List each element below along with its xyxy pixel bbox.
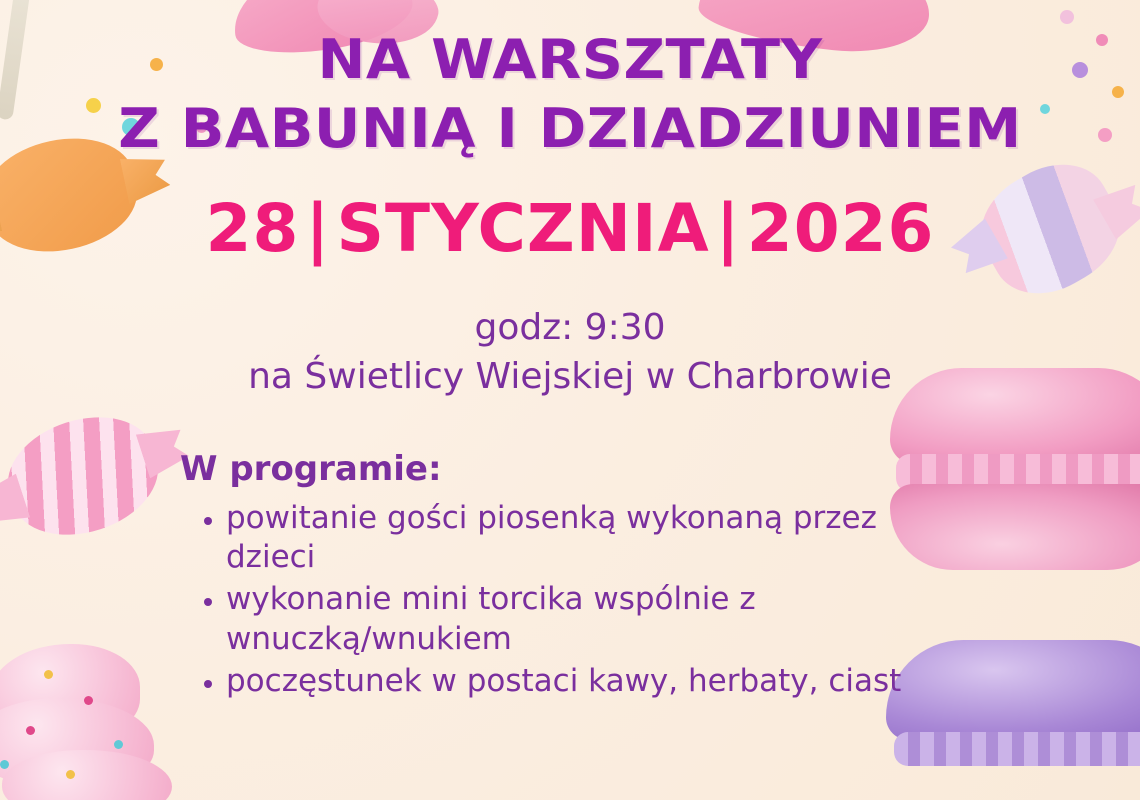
page-title: [0, 28, 1140, 160]
date-day: 28: [205, 189, 300, 267]
headline-line-2: Z BABUNIĄ I DZIADZIUNIEM: [118, 96, 1022, 160]
event-place: na Świetlicy Wiejskiej w Charbrowie: [248, 355, 892, 397]
date-separator-1: |: [305, 189, 331, 267]
program-title: W programie:: [180, 448, 442, 489]
event-time: godz: 9:30: [474, 306, 666, 348]
date-month: STYCZNIA: [336, 189, 710, 267]
program-list: [180, 499, 920, 701]
list-item: • poczęstunek w postaci kawy, herbaty, ciast: [226, 662, 920, 702]
program-section: [0, 449, 1140, 701]
list-item: • wykonanie mini torcika wspólnie z wnuczką/wnukiem: [226, 580, 920, 659]
list-item: • powitanie gości piosenką wykonaną przez dzieci: [226, 499, 920, 578]
headline-line-1: NA WARSZTATY: [317, 28, 823, 91]
date-separator-2: |: [715, 189, 741, 267]
date-year: 2026: [746, 189, 935, 267]
event-date: [0, 190, 1140, 267]
